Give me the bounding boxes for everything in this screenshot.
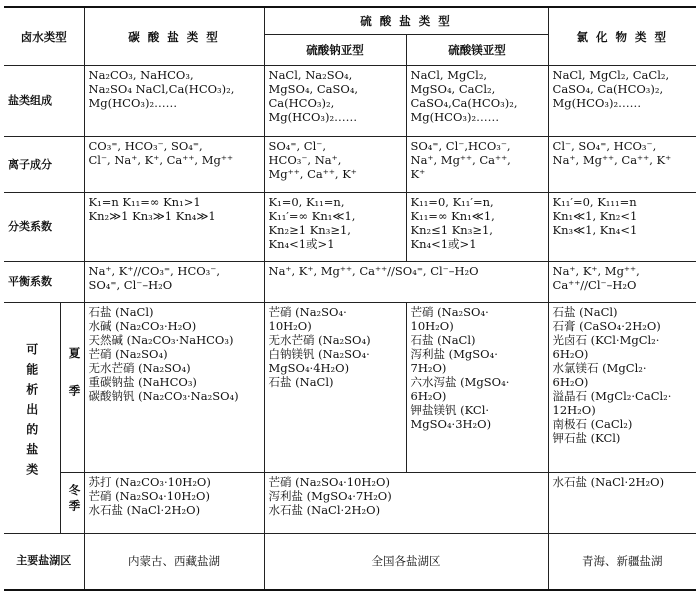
precipitable-salts-label-text: 可能析出的盐类 — [24, 343, 39, 484]
main-salt-lakes-row — [4, 533, 696, 590]
main-salt-lakes-label: 主要盐湖区 — [4, 533, 84, 590]
main-salt-lakes-carbonate: 内蒙古、西藏盐湖 — [84, 533, 264, 590]
chloride-type-header: 氯 化 物 类 型 — [548, 7, 696, 66]
summer-salts-magnesium-sulfate: 芒硝 (Na₂SO₄· 10H₂O) 石盐 (NaCl) 泻利盐 (MgSO₄· 7H₂O) 六水泻盐 (MgSO₄· 6H₂O) 钾盐镁钒 (KCl· MgSO₄·3H₂O) — [406, 302, 548, 472]
row-label-header: 卤水类型 — [4, 7, 84, 66]
winter-salts-chloride: 水石盐 (NaCl·2H₂O) — [548, 472, 696, 533]
precipitable-salts-winter-row — [4, 472, 696, 533]
winter-salts-sulfate: 芒硝 (Na₂SO₄·10H₂O) 泻利盐 (MgSO₄·7H₂O) 水石盐 (NaCl·2H₂O) — [264, 472, 548, 533]
classification-coefficient-magnesium-sulfate: K₁₁=0, K₁₁′=n, K₁₁=∞ Kn₁≪1, Kn₂≤1 Kn₃≥1, Kn₄<1或>1 — [406, 193, 548, 262]
equilibrium-system-sulfate: Na⁺, K⁺, Mg⁺⁺, Ca⁺⁺//SO₄⁼, Cl⁻–H₂O — [264, 261, 548, 302]
classification-coefficient-carbonate: K₁=n K₁₁=∞ Kn₁>1 Kn₂≫1 Kn₃≫1 Kn₄≫1 — [84, 193, 264, 262]
ion-composition-carbonate: CO₃⁼, HCO₃⁻, SO₄⁼, Cl⁻, Na⁺, K⁺, Ca⁺⁺, Mg⁺⁺ — [84, 137, 264, 193]
ion-composition-magnesium-sulfate: SO₄⁼, Cl⁻,HCO₃⁻, Na⁺, Mg⁺⁺, Ca⁺⁺, K⁺ — [406, 137, 548, 193]
salt-composition-magnesium-sulfate: NaCl, MgCl₂, MgSO₄, CaCl₂, CaSO₄,Ca(HCO₃)₂, Mg(HCO₃)₂…… — [406, 66, 548, 137]
main-salt-lakes-sulfate: 全国各盐湖区 — [264, 533, 548, 590]
equilibrium-system-chloride: Na⁺, K⁺, Mg⁺⁺, Ca⁺⁺//Cl⁻–H₂O — [548, 261, 696, 302]
winter-salts-carbonate: 苏打 (Na₂CO₃·10H₂O) 芒硝 (Na₂SO₄·10H₂O) 水石盐 (NaCl·2H₂O) — [84, 472, 264, 533]
salt-composition-label: 盐类组成 — [4, 66, 84, 137]
ion-composition-sodium-sulfate: SO₄⁼, Cl⁻, HCO₃⁻, Na⁺, Mg⁺⁺, Ca⁺⁺, K⁺ — [264, 137, 406, 193]
magnesium-sulfate-subtype-header: 硫酸镁亚型 — [406, 34, 548, 65]
header-row-1 — [4, 7, 696, 34]
salt-composition-carbonate: Na₂CO₃, NaHCO₃, Na₂SO₄ NaCl,Ca(HCO₃)₂, Mg(HCO₃)₂…… — [84, 66, 264, 137]
ion-composition-row — [4, 137, 696, 193]
classification-coefficient-row — [4, 193, 696, 262]
salt-composition-chloride: NaCl, MgCl₂, CaCl₂, CaSO₄, Ca(HCO₃)₂, Mg(HCO₃)₂…… — [548, 66, 696, 137]
main-salt-lakes-chloride: 青海、新疆盐湖 — [548, 533, 696, 590]
ion-composition-label: 离子成分 — [4, 137, 84, 193]
ion-composition-chloride: Cl⁻, SO₄⁼, HCO₃⁻, Na⁺, Mg⁺⁺, Ca⁺⁺, K⁺ — [548, 137, 696, 193]
summer-label-text: 夏季 — [67, 346, 82, 422]
sodium-sulfate-subtype-header: 硫酸钠亚型 — [264, 34, 406, 65]
equilibrium-system-carbonate: Na⁺, K⁺//CO₃⁼, HCO₃⁻, SO₄⁼, Cl⁻–H₂O — [84, 261, 264, 302]
equilibrium-system-label: 平衡系数 — [4, 261, 84, 302]
precipitable-salts-label — [4, 302, 60, 533]
equilibrium-system-row — [4, 261, 696, 302]
summer-salts-chloride: 石盐 (NaCl) 石膏 (CaSO₄·2H₂O) 光卤石 (KCl·MgCl₂· 6H₂O) 水氯镁石 (MgCl₂· 6H₂O) 溢晶石 (MgCl₂·CaCl₂· 12H₂O) 南极石 (CaCl₂) 钾石盐 (KCl) — [548, 302, 696, 472]
sulfate-type-header: 硫 酸 盐 类 型 — [264, 7, 548, 34]
classification-coefficient-chloride: K₁₁′=0, K₁₁₁=n Kn₁≪1, Kn₂<1 Kn₃≪1, Kn₄<1 — [548, 193, 696, 262]
summer-salts-sodium-sulfate: 芒硝 (Na₂SO₄· 10H₂O) 无水芒硝 (Na₂SO₄) 白钠镁钒 (Na₂SO₄· MgSO₄·4H₂O) 石盐 (NaCl) — [264, 302, 406, 472]
brine-type-table — [4, 6, 696, 591]
salt-composition-row — [4, 66, 696, 137]
salt-composition-sodium-sulfate: NaCl, Na₂SO₄, MgSO₄, CaSO₄, Ca(HCO₃)₂, Mg(HCO₃)₂…… — [264, 66, 406, 137]
summer-salts-carbonate: 石盐 (NaCl) 水碱 (Na₂CO₃·H₂O) 天然碱 (Na₂CO₃·NaHCO₃) 芒硝 (Na₂SO₄) 无水芒硝 (Na₂SO₄) 重碳钠盐 (NaHCO₃) 碳酸钠钒 (Na₂CO₃·Na₂SO₄) — [84, 302, 264, 472]
carbonate-type-header: 碳 酸 盐 类 型 — [84, 7, 264, 66]
classification-coefficient-label: 分类系数 — [4, 193, 84, 262]
summer-label — [60, 302, 84, 472]
classification-coefficient-sodium-sulfate: K₁=0, K₁₁=n, K₁₁′=∞ Kn₁≪1, Kn₂≥1 Kn₃≥1, Kn₄<1或>1 — [264, 193, 406, 262]
precipitable-salts-summer-row — [4, 302, 696, 472]
winter-label — [60, 472, 84, 533]
winter-label-text: 冬季 — [67, 484, 82, 516]
